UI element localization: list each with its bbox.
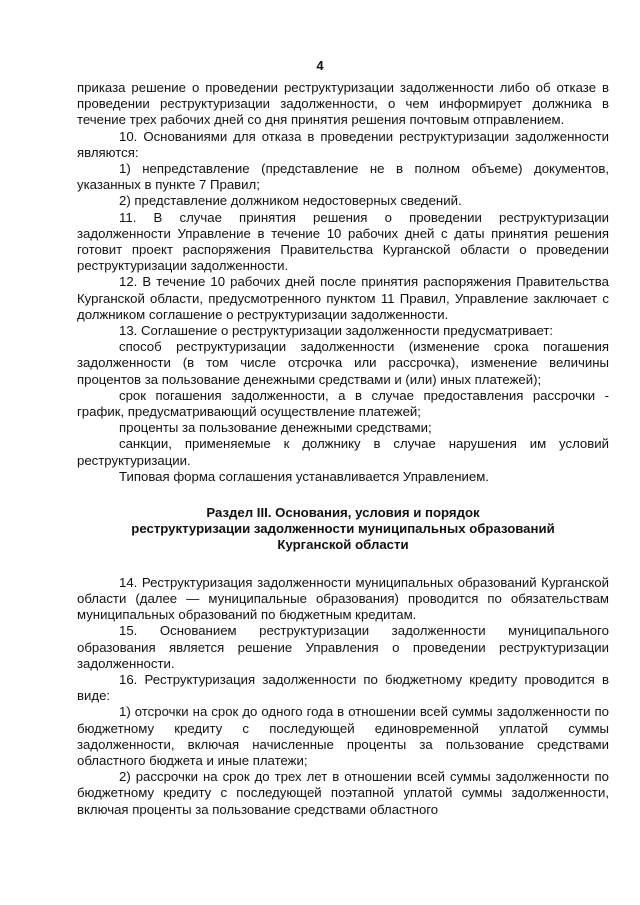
paragraph: 12. В течение 10 рабочих дней после принятия распоряжения Правительства Курганской области, предусмотренного пунктом 11 Правил, Управление заключает с должником соглашение о реструктуризации задолженности. bbox=[77, 274, 609, 322]
section-heading bbox=[77, 505, 609, 554]
paragraph: 10. Основаниями для отказа в проведении реструктуризации задолженности являются: bbox=[77, 128, 609, 160]
paragraph: санкции, применяемые к должнику в случае нарушения им условий реструктуризации. bbox=[77, 436, 609, 468]
paragraph: 2) представление должником недостоверных сведений. bbox=[119, 193, 462, 209]
paragraph: 13. Соглашение о реструктуризации задолженности предусматривает: bbox=[119, 323, 554, 339]
paragraph: способ реструктуризации задолженности (изменение срока погашения задолженности (в том числе отсрочка или рассрочка), изменение величины процентов за пользование денежными средствами и (или) иных платежей); bbox=[77, 339, 609, 387]
paragraph: 11. В случае принятия решения о проведении реструктуризации задолженности Управление в течение 10 рабочих дней с даты принятия решения готовит проект распоряжения Правительства Курганской области о проведении реструктуризации задолженности. bbox=[77, 209, 609, 274]
paragraph: 1) непредставление (представление не в полном объеме) документов, указанных в пункте 7 Правил; bbox=[77, 161, 609, 193]
document-body bbox=[77, 80, 609, 818]
paragraph: 16. Реструктуризация задолженности по бюджетному кредиту проводится в виде: bbox=[77, 671, 609, 704]
section-heading-line: Курганской области bbox=[277, 537, 409, 553]
paragraph: проценты за пользование денежными средствами; bbox=[119, 420, 432, 436]
paragraphs-after-heading bbox=[77, 575, 609, 818]
paragraph: 2) рассрочки на срок до трех лет в отношении всей суммы задолженности по бюджетному кредиту с последующей поэтапной уплатой суммы задолженности, включая проценты за пользование средствами областного bbox=[77, 769, 609, 817]
paragraph: 15. Основанием реструктуризации задолженности муниципального образования является решение Управления о проведении реструктуризации задолженности. bbox=[77, 623, 609, 671]
section-heading-line: Раздел III. Основания, условия и порядок bbox=[206, 505, 480, 521]
paragraph: срок погашения задолженности, а в случае предоставления рассрочки - график, предусматривающий осуществление платежей; bbox=[77, 387, 609, 420]
section-heading-line: реструктуризации задолженности муниципальных образований bbox=[131, 521, 555, 537]
paragraph: 14. Реструктуризация задолженности муниципальных образований Курганской области (далее — муниципальные образования) проводится по обязательствам муниципальных образований по бюджетным кредитам. bbox=[77, 574, 609, 623]
paragraph: приказа решение о проведении реструктуризации задолженности либо об отказе в проведении реструктуризации задолженности, о чем информирует должника в течение трех рабочих дней со дня принятия решения почтовым отправлением. bbox=[77, 80, 609, 128]
paragraph: Типовая форма соглашения устанавливается Управлением. bbox=[119, 468, 489, 484]
page-number: 4 bbox=[316, 58, 324, 73]
paragraphs-before-heading bbox=[77, 80, 609, 485]
paragraph: 1) отсрочки на срок до одного года в отношении всей суммы задолженности по бюджетному кредиту с последующей единовременной уплатой суммы задолженности, включая начисленные проценты за пользование средствами областного бюджета и иные платежи; bbox=[77, 704, 609, 768]
